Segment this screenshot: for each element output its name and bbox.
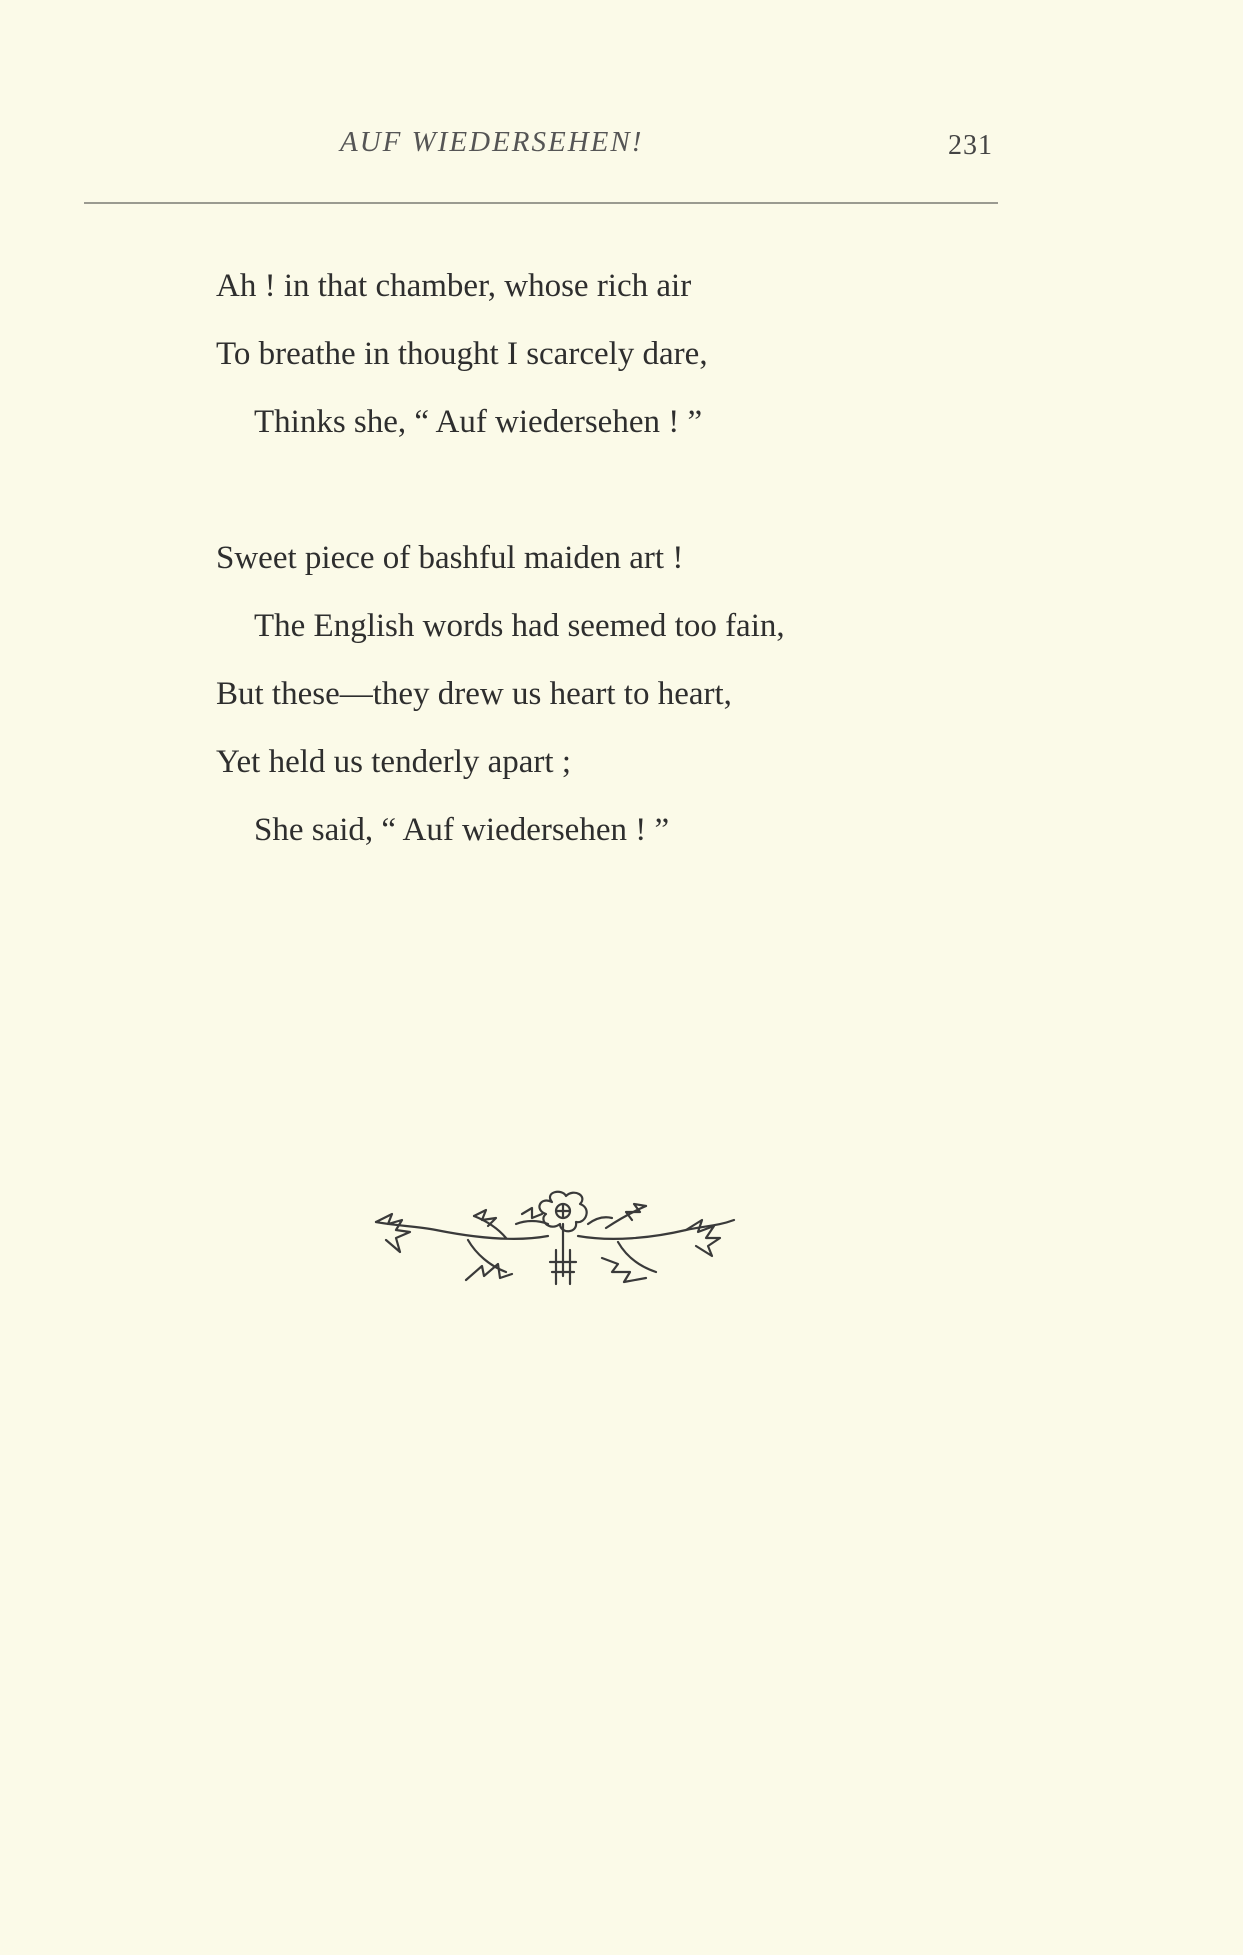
header-rule: [84, 202, 998, 204]
running-title: AUF WIEDERSEHEN!: [340, 126, 644, 158]
poem-verse: [216, 252, 1036, 864]
verse-line-refrain: Thinks she, “ Auf wiedersehen ! ”: [254, 404, 703, 440]
stanza-1: [216, 252, 1036, 456]
verse-line-refrain: She said, “ Auf wiedersehen ! ”: [254, 812, 670, 848]
verse-line: Yet held us tenderly apart ;: [216, 744, 571, 780]
verse-line: Ah ! in that chamber, whose rich air: [216, 268, 692, 304]
verse-line: The English words had seemed too fain,: [254, 608, 785, 644]
verse-line: To breathe in thought I scarcely dare,: [216, 336, 708, 372]
running-head: [0, 126, 1243, 166]
stanza-2: [216, 524, 1036, 864]
page-number: 231: [948, 130, 993, 161]
verse-line: Sweet piece of bashful maiden art !: [216, 540, 684, 576]
verse-line: But these—they drew us heart to heart,: [216, 676, 732, 712]
floral-tailpiece-icon: [356, 1180, 742, 1304]
